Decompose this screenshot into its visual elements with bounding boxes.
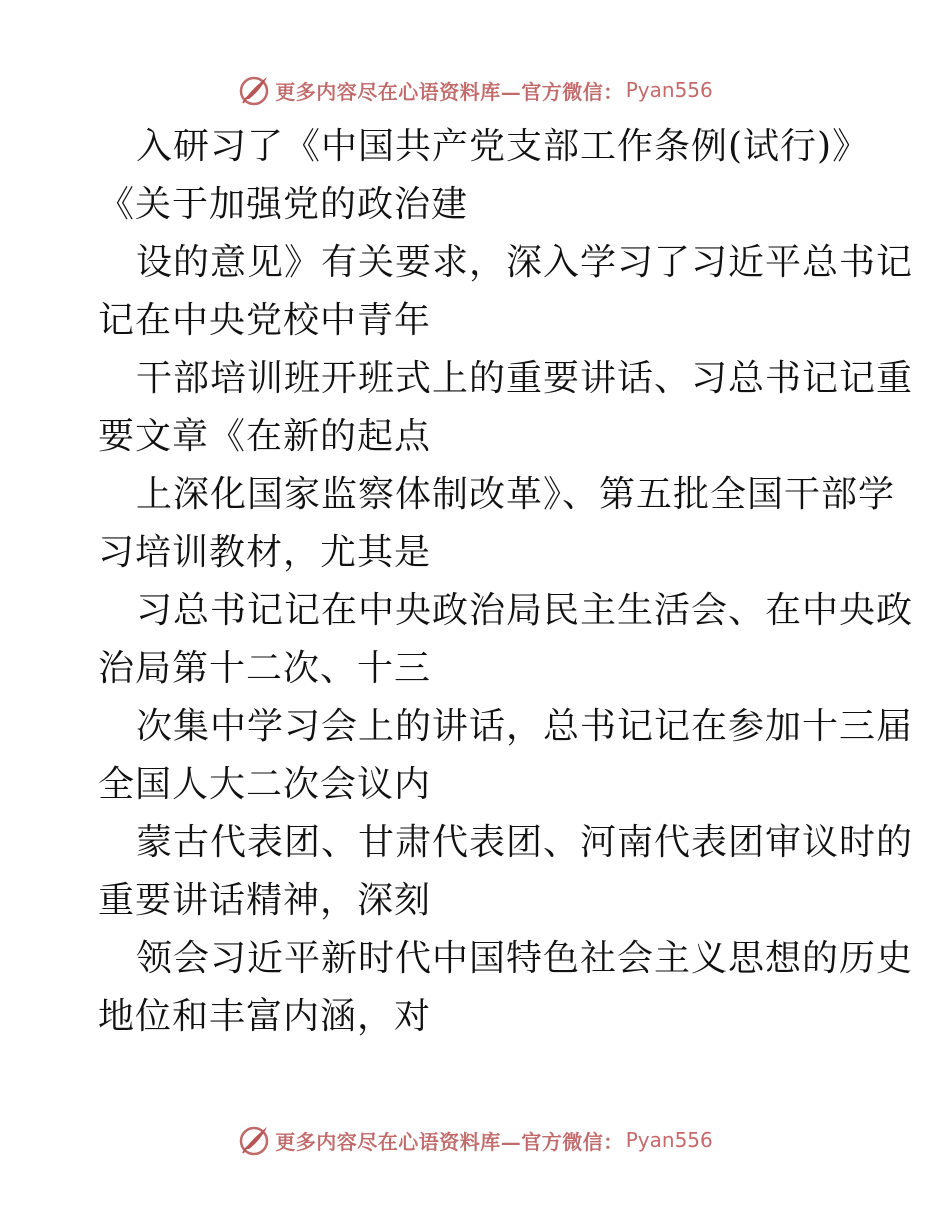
text-line: 领会习近平新时代中国特色社会主义思想的历史 [136,938,914,979]
text-line: 习培训教材，尤其是 [98,532,432,573]
text-line: 习总书记记在中央政治局民主生活会、在中央政 [136,590,914,631]
text-line: 重要讲话精神，深刻 [98,880,432,921]
text-line: 治局第十二次、十三 [98,648,432,689]
text-line: 《关于加强党的政治建 [98,184,469,225]
header-wechat-id: Pyan556 [625,78,713,102]
text-line: 入研习了《中国共产党支部工作条例(试行)》 [136,126,870,167]
header-watermark-text: 更多内容尽在心语资料库—官方微信： [275,79,624,104]
document-body [98,118,914,1046]
text-line: 次集中学习会上的讲话，总书记记在参加十三届 [136,706,914,747]
text-line: 设的意见》有关要求，深入学习了习近平总书记 [136,242,914,283]
text-line: 全国人大二次会议内 [98,764,432,805]
text-line: 地位和丰富内涵，对 [98,996,432,1037]
header-watermark [0,70,950,110]
text-line: 上深化国家监察体制改革》、第五批全国干部学 [136,474,896,515]
text-line: 记在中央党校中青年 [98,300,432,341]
footer-watermark [0,1120,950,1160]
footer-wechat-id: Pyan556 [625,1128,713,1152]
feather-pen-logo-icon [237,1123,271,1157]
footer-watermark-text: 更多内容尽在心语资料库—官方微信： [275,1129,624,1154]
text-line: 要文章《在新的起点 [98,416,432,457]
text-line: 蒙古代表团、甘肃代表团、河南代表团审议时的 [136,822,914,863]
feather-pen-logo-icon [237,73,271,107]
text-line: 干部培训班开班式上的重要讲话、习总书记记重 [136,358,914,399]
